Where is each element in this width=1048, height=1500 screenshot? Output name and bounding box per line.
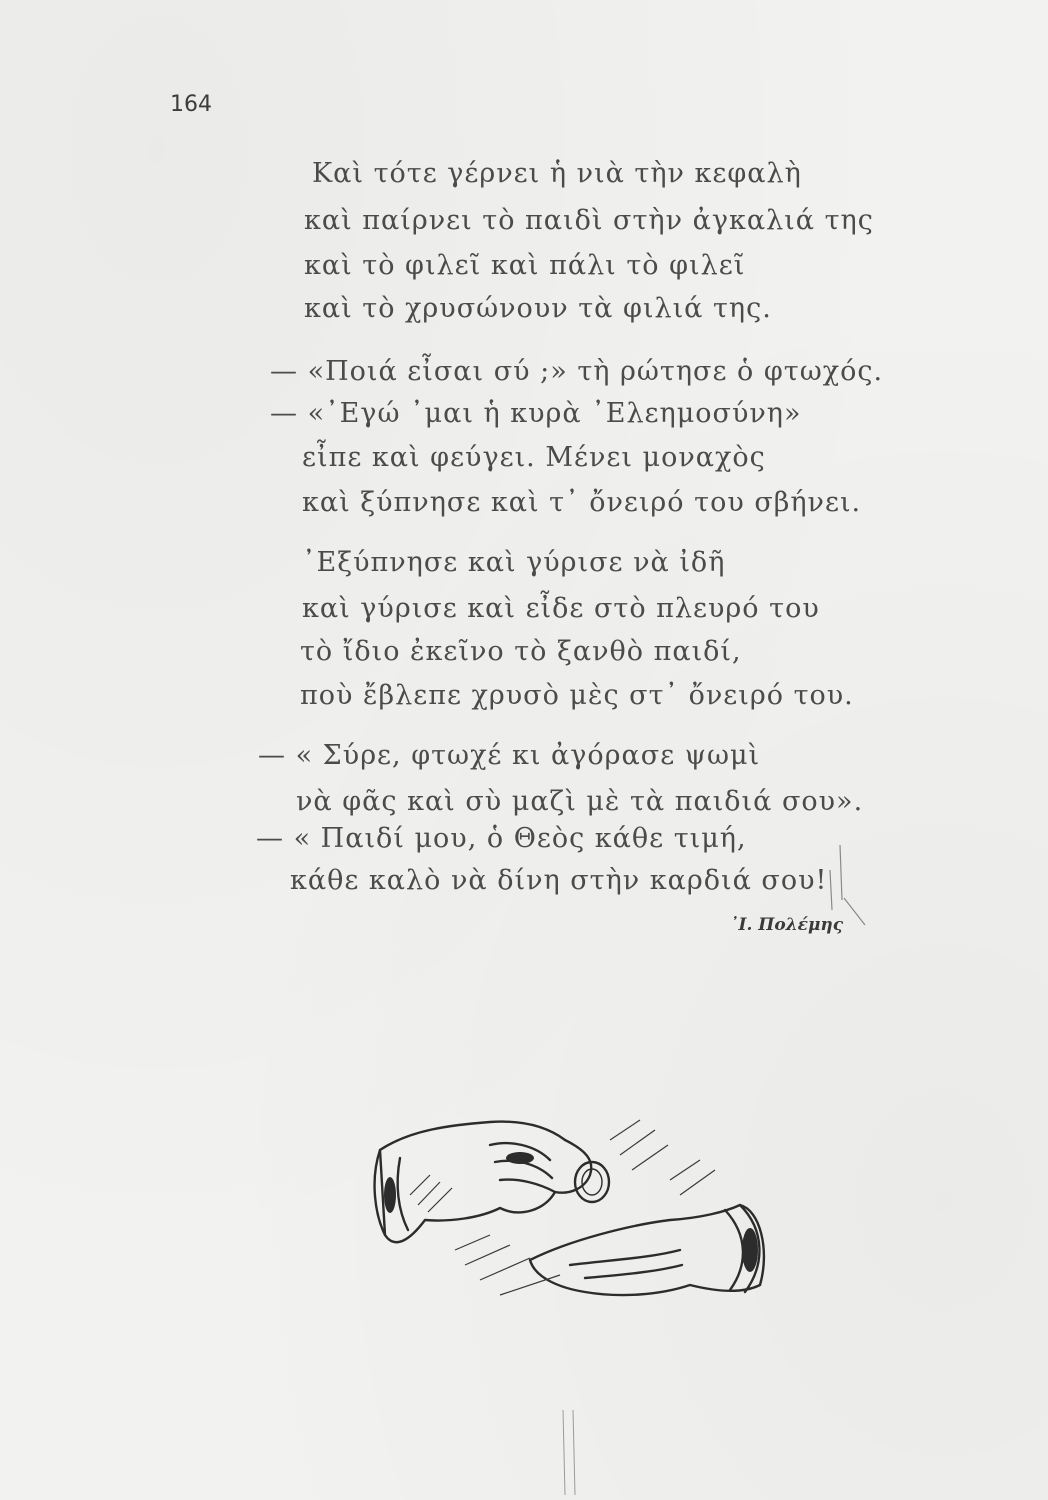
poem-line: εἶπε καὶ φεύγει. Μένει μοναχὸς bbox=[302, 442, 766, 473]
poem-line: καὶ τὸ χρυσώνουν τὰ φιλιά της. bbox=[304, 293, 772, 324]
poem-line: καὶ γύρισε καὶ εἶδε στὸ πλευρό του bbox=[302, 593, 820, 624]
poem-line: ᾿Εξύπνησε καὶ γύρισε νὰ ἰδῆ bbox=[302, 547, 726, 578]
page-number: 164 bbox=[170, 92, 212, 117]
poem-line: καὶ παίρνει τὸ παιδὶ στὴν ἀγκαλιά της bbox=[304, 205, 874, 236]
poem-line: — «Ποιά εἶσαι σύ ;» τὴ ρώτησε ὁ φτωχός. bbox=[270, 356, 884, 387]
poem-line: τὸ ἴδιο ἐκεῖνο τὸ ξανθὸ παιδί, bbox=[300, 636, 742, 667]
poem-line: — «᾿Εγώ ᾿μαι ἡ κυρὰ ᾿Ελεημοσύνη» bbox=[270, 398, 802, 429]
poem-line: — « Παιδί μου, ὁ Θεὸς κάθε τιμή, bbox=[256, 823, 747, 854]
poem-line: Καὶ τότε γέρνει ἡ νιὰ τὴν κεφαλὴ bbox=[312, 158, 802, 189]
poem-line: κάθε καλὸ νὰ δίνη στὴν καρδιά σου! bbox=[290, 865, 828, 896]
poem-line: ποὺ ἔβλεπε χρυσὸ μὲς στ᾿ ὄνειρό του. bbox=[300, 680, 854, 711]
poem-line: καὶ ξύπνησε καὶ τ᾿ ὄνειρό του σβήνει. bbox=[302, 487, 862, 518]
hands-giving-coin-icon bbox=[370, 1100, 780, 1315]
pencil-mark-icon bbox=[820, 840, 880, 930]
poem-line: καὶ τὸ φιλεῖ καὶ πάλι τὸ φιλεῖ bbox=[304, 250, 746, 281]
poem-line: νὰ φᾶς καὶ σὺ μαζὶ μὲ τὰ παιδιά σου». bbox=[296, 786, 864, 817]
pencil-mark-icon bbox=[555, 1405, 585, 1500]
poem-line: — « Σύρε, φτωχέ κι ἀγόρασε ψωμὶ bbox=[258, 740, 761, 771]
author-signature: ᾿Ι. Πολέμης bbox=[730, 915, 844, 935]
